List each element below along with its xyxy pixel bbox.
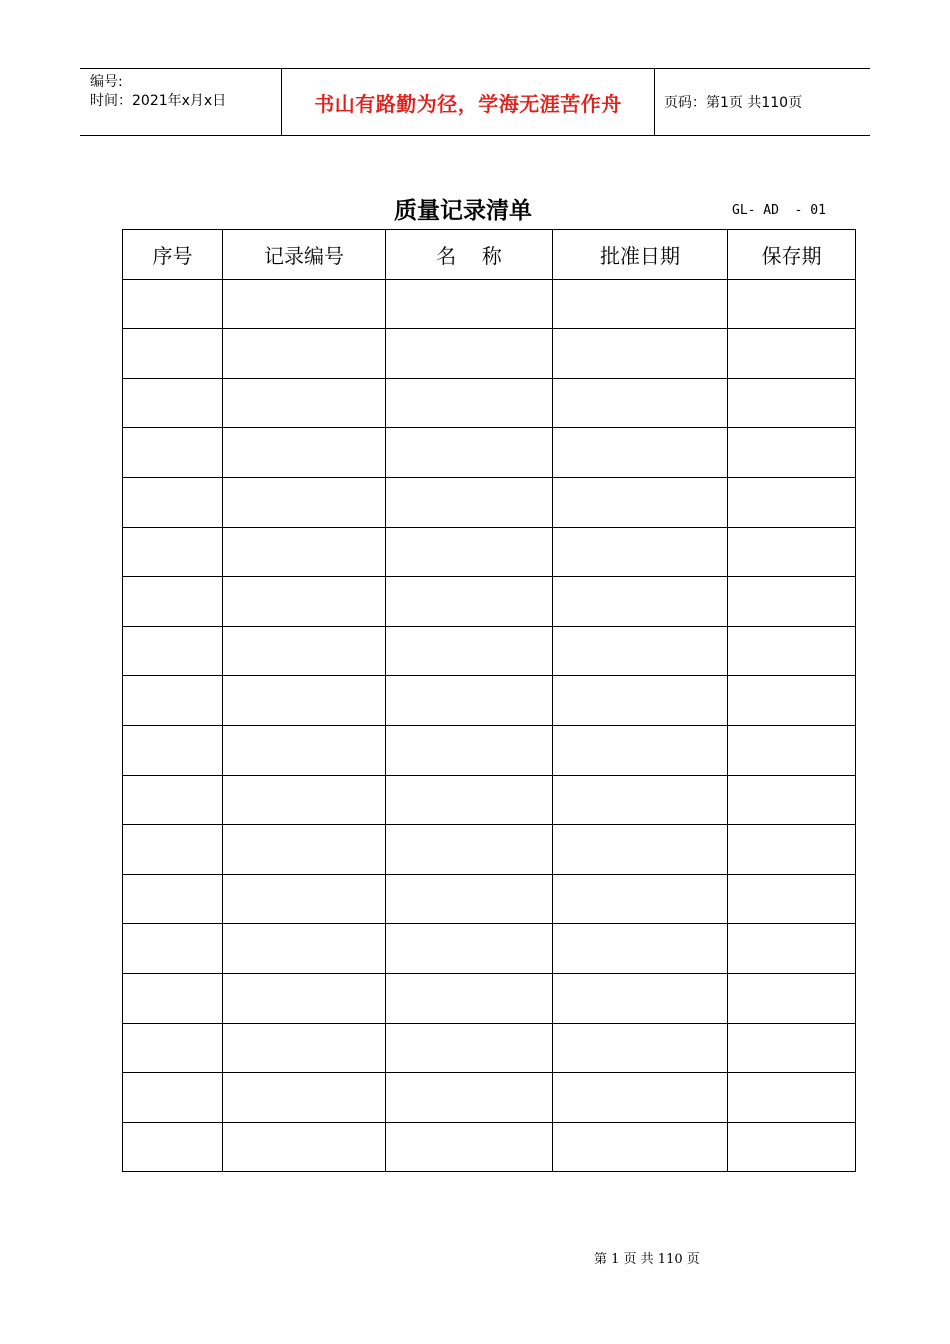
table-cell: [123, 1023, 223, 1073]
column-header-record-number: 记录编号: [223, 230, 386, 280]
table-cell: [553, 329, 728, 379]
table-cell: [386, 973, 553, 1023]
table-cell: [728, 477, 856, 527]
table-cell: [223, 825, 386, 875]
table-row: [123, 477, 856, 527]
table-cell: [386, 1023, 553, 1073]
table-cell: [123, 924, 223, 974]
table-cell: [223, 725, 386, 775]
table-cell: [223, 1073, 386, 1123]
table-row: [123, 825, 856, 875]
table-cell: [386, 924, 553, 974]
table-cell: [123, 1122, 223, 1172]
table-cell: [728, 924, 856, 974]
table-row: [123, 874, 856, 924]
table-cell: [728, 577, 856, 627]
table-cell: [728, 626, 856, 676]
table-cell: [386, 428, 553, 478]
table-cell: [553, 626, 728, 676]
header-page-info: 页码：第1页 共110页: [664, 95, 803, 111]
table-cell: [223, 477, 386, 527]
table-cell: [386, 775, 553, 825]
table-cell: [223, 527, 386, 577]
column-header-name: 名 称: [386, 230, 553, 280]
table-row: [123, 378, 856, 428]
table-cell: [223, 874, 386, 924]
column-header-retention-period: 保存期: [728, 230, 856, 280]
table-cell: [223, 577, 386, 627]
table-row: [123, 676, 856, 726]
page-title: 质量记录清单: [394, 197, 532, 224]
header-motto: 书山有路勤为径，学海无涯苦作舟: [314, 91, 622, 116]
table-cell: [386, 725, 553, 775]
table-cell: [386, 329, 553, 379]
header-meta: [90, 73, 226, 111]
header-divider: [654, 69, 655, 135]
table-cell: [728, 428, 856, 478]
table-cell: [123, 825, 223, 875]
table-cell: [728, 279, 856, 329]
table-cell: [728, 329, 856, 379]
document-code: GL- AD - 01: [732, 203, 826, 218]
table-cell: [553, 378, 728, 428]
number-label: 编号:: [90, 74, 123, 90]
table-cell: [386, 1073, 553, 1123]
table-cell: [123, 329, 223, 379]
table-cell: [553, 825, 728, 875]
table-cell: [123, 279, 223, 329]
table-cell: [223, 924, 386, 974]
table-cell: [386, 626, 553, 676]
table-cell: [553, 973, 728, 1023]
table-cell: [123, 626, 223, 676]
table-row: [123, 428, 856, 478]
table-row: [123, 725, 856, 775]
table-cell: [553, 279, 728, 329]
table-cell: [223, 1023, 386, 1073]
table-cell: [386, 874, 553, 924]
table-cell: [728, 1122, 856, 1172]
table-cell: [553, 924, 728, 974]
table-body: [123, 279, 856, 1172]
table-cell: [553, 1122, 728, 1172]
table-cell: [123, 676, 223, 726]
table-row: [123, 577, 856, 627]
table-cell: [223, 775, 386, 825]
table-row: [123, 775, 856, 825]
table-cell: [123, 577, 223, 627]
table-cell: [123, 1073, 223, 1123]
table-cell: [553, 527, 728, 577]
table-cell: [728, 825, 856, 875]
table-cell: [728, 676, 856, 726]
table-row: [123, 329, 856, 379]
table-cell: [553, 874, 728, 924]
table-cell: [386, 279, 553, 329]
table-cell: [123, 477, 223, 527]
table-cell: [386, 577, 553, 627]
table-cell: [728, 973, 856, 1023]
table-row: [123, 1122, 856, 1172]
table-cell: [728, 1073, 856, 1123]
table-cell: [123, 973, 223, 1023]
table-cell: [728, 527, 856, 577]
column-header-serial: 序号: [123, 230, 223, 280]
page-footer: 第 1 页 共 110 页: [594, 1252, 700, 1267]
table-cell: [553, 477, 728, 527]
table-cell: [123, 874, 223, 924]
table-cell: [223, 973, 386, 1023]
table-cell: [386, 378, 553, 428]
table-row: [123, 527, 856, 577]
table-cell: [553, 1023, 728, 1073]
table-cell: [728, 378, 856, 428]
table-cell: [553, 577, 728, 627]
table-cell: [386, 676, 553, 726]
table-row: [123, 973, 856, 1023]
table-cell: [123, 725, 223, 775]
records-table: [122, 229, 856, 1172]
table-cell: [386, 825, 553, 875]
table-cell: [553, 1073, 728, 1123]
table-cell: [728, 775, 856, 825]
table-cell: [223, 626, 386, 676]
table-cell: [728, 1023, 856, 1073]
table-cell: [223, 329, 386, 379]
table-cell: [553, 725, 728, 775]
table-cell: [223, 378, 386, 428]
table-cell: [728, 725, 856, 775]
table-cell: [553, 676, 728, 726]
table-cell: [123, 428, 223, 478]
table-row: [123, 924, 856, 974]
table-row: [123, 626, 856, 676]
table-cell: [386, 477, 553, 527]
table-cell: [386, 1122, 553, 1172]
table-cell: [123, 775, 223, 825]
table-cell: [728, 874, 856, 924]
table-cell: [123, 527, 223, 577]
table-cell: [553, 428, 728, 478]
table-cell: [223, 279, 386, 329]
table-cell: [123, 378, 223, 428]
table-row: [123, 1073, 856, 1123]
table-cell: [223, 676, 386, 726]
table-header-row: [123, 230, 856, 280]
table-cell: [223, 1122, 386, 1172]
table-cell: [553, 775, 728, 825]
table-cell: [386, 527, 553, 577]
table-cell: [223, 428, 386, 478]
document-header: [80, 68, 870, 136]
table-row: [123, 1023, 856, 1073]
table-row: [123, 279, 856, 329]
column-header-approval-date: 批准日期: [553, 230, 728, 280]
time-label: 时间：2021年x月x日: [90, 93, 227, 109]
